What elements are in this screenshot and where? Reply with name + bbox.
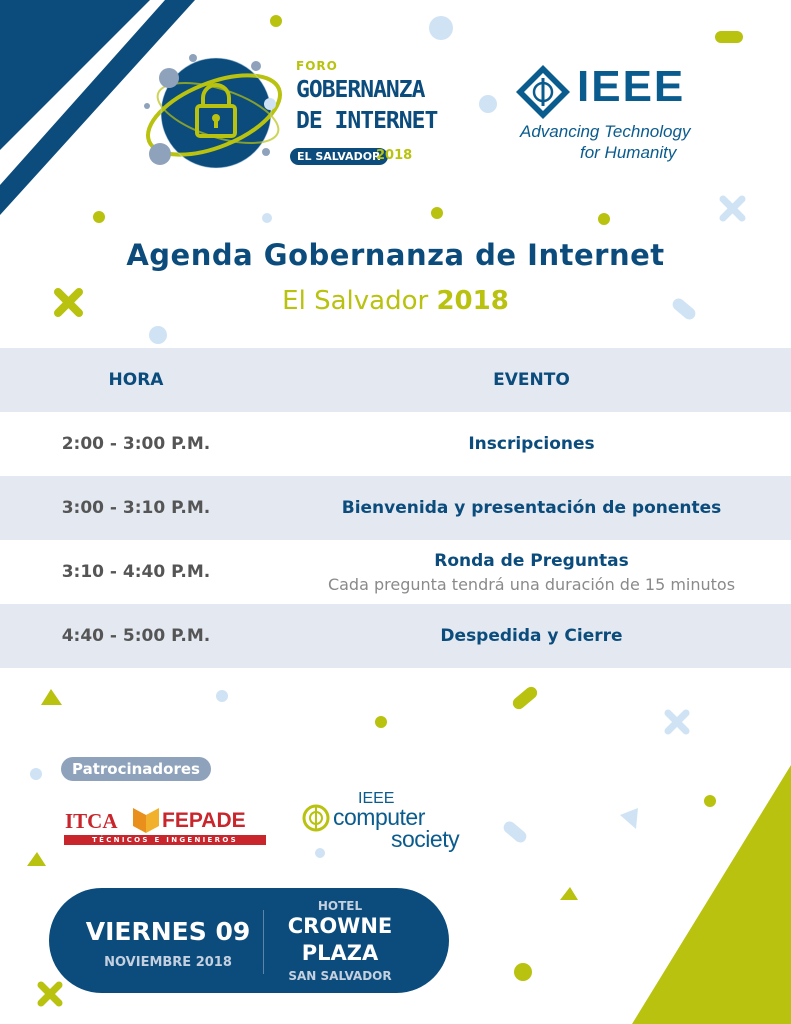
ieee-tagline-1: Advancing Technology <box>520 122 691 141</box>
venue-name-1: CROWNE <box>287 914 393 938</box>
row-time: 3:00 - 3:10 P.M. <box>61 498 211 518</box>
page-subtitle <box>0 286 791 316</box>
agenda-table <box>0 348 791 668</box>
row-time: 4:40 - 5:00 P.M. <box>61 626 211 646</box>
computer-society-icon <box>304 806 328 830</box>
page-title: Agenda Gobernanza de Internet <box>126 238 665 272</box>
cross-shape <box>723 199 742 218</box>
column-header-evento: EVENTO <box>493 370 570 390</box>
event-info-pill <box>49 888 449 993</box>
itca-book-icon <box>133 808 159 833</box>
venue-name-2: PLAZA <box>301 941 379 965</box>
sponsors-label: Patrocinadores <box>61 757 211 781</box>
ieee-diamond-icon <box>516 65 570 119</box>
brand-year: 2018 <box>376 148 413 163</box>
cross-shape <box>41 985 59 1003</box>
row-event: Inscripciones <box>468 434 595 454</box>
row-time: 3:10 - 4:40 P.M. <box>61 562 211 582</box>
itca-logo-text: ITCA <box>65 809 118 833</box>
table-row <box>0 476 791 540</box>
table-row <box>0 604 791 668</box>
row-event: Ronda de Preguntas <box>434 550 629 571</box>
row-time: 2:00 - 3:00 P.M. <box>61 434 211 454</box>
event-month: NOVIEMBRE 2018 <box>104 955 232 970</box>
subtitle-year: 2018 <box>436 286 509 316</box>
padlock-globe-icon <box>137 54 291 171</box>
column-header-hora: HORA <box>108 370 164 390</box>
cs-logo-ieee: IEEE <box>358 790 395 807</box>
brand-line1: GOBERNANZA <box>296 77 425 103</box>
table-row <box>0 412 791 476</box>
venue-type: HOTEL <box>317 899 363 913</box>
row-note: Cada pregunta tendrá una duración de 15 minutos <box>327 574 736 594</box>
fepade-logo-text: FEPADE <box>162 809 246 832</box>
itca-logo-subtitle: TÉCNICOS E INGENIEROS <box>64 835 266 845</box>
brand-line2: DE INTERNET <box>296 108 438 134</box>
row-event: Bienvenida y presentación de ponentes <box>341 498 722 518</box>
cs-logo-society: society <box>391 826 460 852</box>
cs-logo-computer: computer <box>333 804 425 830</box>
table-row <box>0 540 791 604</box>
row-event: Despedida y Cierre <box>440 626 623 646</box>
cross-shape <box>668 713 686 731</box>
brand-foro: FORO <box>296 59 338 73</box>
table-header <box>0 348 791 412</box>
venue-city: SAN SALVADOR <box>288 969 392 983</box>
subtitle-country: El Salvador <box>282 286 429 316</box>
brand-country-badge: EL SALVADOR <box>290 148 388 165</box>
ieee-tagline-2: for Humanity <box>580 143 677 162</box>
ieee-logo-text: IEEE <box>577 62 686 111</box>
event-day: VIERNES 09 <box>85 917 251 946</box>
